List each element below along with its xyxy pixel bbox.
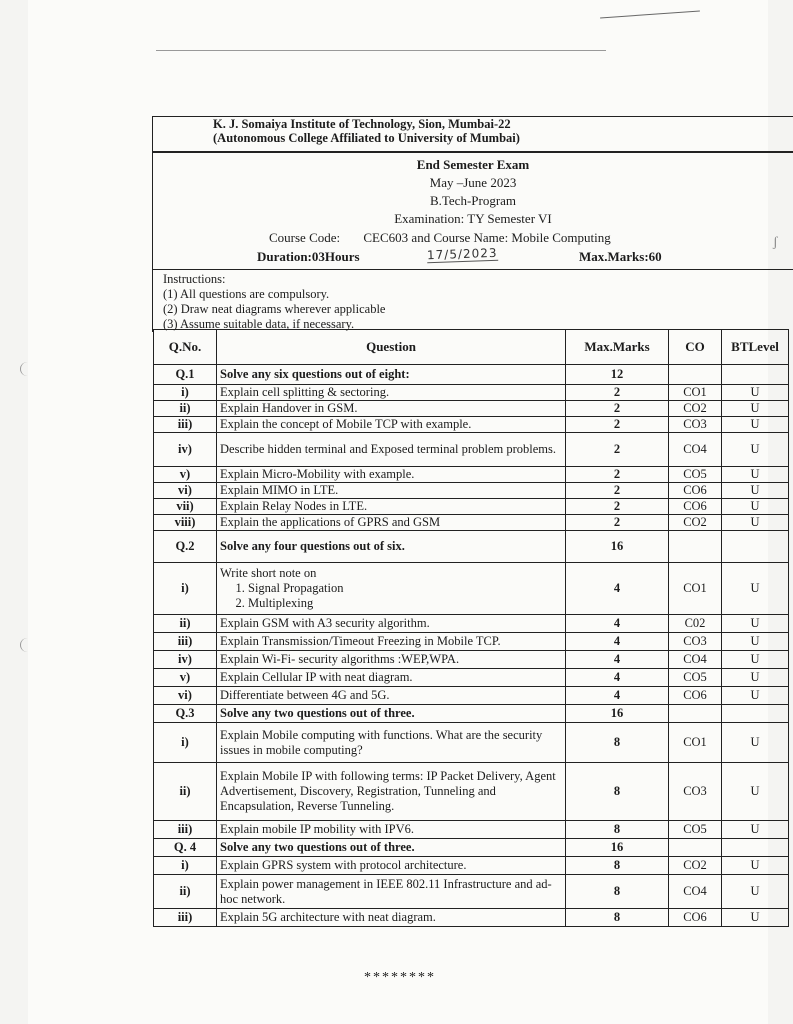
question-text: Explain the applications of GPRS and GSM xyxy=(217,515,566,531)
question-intro: Write short note on xyxy=(220,566,317,580)
question-text: Explain MIMO in LTE. xyxy=(217,483,566,499)
question-number: i) xyxy=(154,857,217,875)
course-outcome: CO4 xyxy=(669,433,722,467)
question-number: iii) xyxy=(154,417,217,433)
scan-mark-line xyxy=(156,50,606,51)
question-marks: 16 xyxy=(566,705,669,723)
bt-level xyxy=(722,839,789,857)
exam-program: B.Tech-Program xyxy=(429,193,517,208)
question-row xyxy=(154,909,789,927)
question-number: v) xyxy=(154,669,217,687)
institute-affiliation: (Autonomous College Affiliated to University of Mumbai) xyxy=(213,131,520,145)
question-text: Solve any two questions out of three. xyxy=(217,839,566,857)
question-number: iv) xyxy=(154,433,217,467)
course-line xyxy=(269,230,611,246)
question-sub-list xyxy=(220,581,562,611)
question-number: v) xyxy=(154,467,217,483)
handwritten-date: 17/5/2023 xyxy=(426,245,498,263)
header-qno: Q.No. xyxy=(154,330,217,365)
question-row xyxy=(154,385,789,401)
question-text: Explain Mobile IP with following terms: IP Packet Delivery, Agent Advertisement, Discovery, Registration, Tunneling and Encapsulation, Reverse Tunneling. xyxy=(217,763,566,821)
instruction-item: (1) All questions are compulsory. xyxy=(163,287,330,301)
institute-name: K. J. Somaiya Institute of Technology, Sion, Mumbai-22 xyxy=(213,117,511,131)
section-row xyxy=(154,839,789,857)
question-row xyxy=(154,401,789,417)
question-text: Explain Relay Nodes in LTE. xyxy=(217,499,566,515)
instruction-item: (2) Draw neat diagrams wherever applicable xyxy=(163,302,386,316)
question-text: Explain cell splitting & sectoring. xyxy=(217,385,566,401)
bt-level: U xyxy=(722,499,789,515)
question-text: Explain GPRS system with protocol architecture. xyxy=(217,857,566,875)
section-row xyxy=(154,531,789,563)
course-outcome: CO3 xyxy=(669,763,722,821)
question-row xyxy=(154,651,789,669)
question-row xyxy=(154,633,789,651)
question-marks: 2 xyxy=(566,515,669,531)
course-outcome: CO2 xyxy=(669,515,722,531)
bt-level: U xyxy=(722,723,789,763)
bt-level xyxy=(722,531,789,563)
table-header-row xyxy=(154,330,789,365)
question-number: iii) xyxy=(154,633,217,651)
question-marks: 4 xyxy=(566,615,669,633)
exam-semester: Examination: TY Semester VI xyxy=(394,211,552,226)
bt-level: U xyxy=(722,651,789,669)
question-number: iv) xyxy=(154,651,217,669)
scan-mark-line xyxy=(600,11,700,19)
question-number: ii) xyxy=(154,401,217,417)
question-marks: 16 xyxy=(566,531,669,563)
question-table xyxy=(153,329,789,927)
question-marks: 8 xyxy=(566,909,669,927)
question-number: i) xyxy=(154,723,217,763)
exam-paper-page xyxy=(28,0,779,1024)
exam-duration: Duration:03Hours xyxy=(257,249,360,264)
header-bt-level: BTLevel xyxy=(722,330,789,365)
question-row xyxy=(154,821,789,839)
question-text: Explain Handover in GSM. xyxy=(217,401,566,417)
bt-level: U xyxy=(722,483,789,499)
question-marks: 8 xyxy=(566,763,669,821)
question-marks: 4 xyxy=(566,633,669,651)
bt-level: U xyxy=(722,563,789,615)
pen-mark: ʃ xyxy=(773,235,778,250)
course-outcome: CO6 xyxy=(669,483,722,499)
course-outcome: CO5 xyxy=(669,669,722,687)
bt-level: U xyxy=(722,467,789,483)
question-number: ii) xyxy=(154,763,217,821)
question-sub-item: 1. Signal Propagation xyxy=(248,581,562,596)
question-marks: 2 xyxy=(566,483,669,499)
question-row xyxy=(154,433,789,467)
question-number: vi) xyxy=(154,687,217,705)
header-question: Question xyxy=(217,330,566,365)
institute-header xyxy=(153,117,793,153)
course-outcome: CO6 xyxy=(669,909,722,927)
exam-title: End Semester Exam xyxy=(416,157,530,172)
question-row xyxy=(154,563,789,615)
bt-level: U xyxy=(722,401,789,417)
question-text: Differentiate between 4G and 5G. xyxy=(217,687,566,705)
end-of-paper-stars: ******** xyxy=(364,970,436,985)
question-marks: 2 xyxy=(566,385,669,401)
question-row xyxy=(154,875,789,909)
course-outcome: CO6 xyxy=(669,687,722,705)
question-number: viii) xyxy=(154,515,217,531)
course-code-label: Course Code: xyxy=(269,230,341,245)
question-text: Explain Transmission/Timeout Freezing in Mobile TCP. xyxy=(217,633,566,651)
course-outcome xyxy=(669,705,722,723)
header-max-marks: Max.Marks xyxy=(566,330,669,365)
course-outcome: CO2 xyxy=(669,857,722,875)
question-text: Explain mobile IP mobility with IPV6. xyxy=(217,821,566,839)
section-row xyxy=(154,365,789,385)
question-text: Explain Wi-Fi- security algorithms :WEP,WPA. xyxy=(217,651,566,669)
question-text: Solve any four questions out of six. xyxy=(217,531,566,563)
question-row xyxy=(154,483,789,499)
bt-level: U xyxy=(722,669,789,687)
bt-level xyxy=(722,365,789,385)
course-outcome: CO1 xyxy=(669,723,722,763)
question-row xyxy=(154,515,789,531)
course-outcome: CO5 xyxy=(669,467,722,483)
course-outcome: CO3 xyxy=(669,417,722,433)
question-row xyxy=(154,499,789,515)
question-number: i) xyxy=(154,563,217,615)
question-number: vii) xyxy=(154,499,217,515)
question-sub-item: 2. Multiplexing xyxy=(248,596,562,611)
bt-level: U xyxy=(722,385,789,401)
exam-session: May –June 2023 xyxy=(429,175,517,190)
course-code-value: CEC603 and Course Name: Mobile Computing xyxy=(363,230,611,245)
bt-level: U xyxy=(722,763,789,821)
question-text: Explain Cellular IP with neat diagram. xyxy=(217,669,566,687)
bt-level: U xyxy=(722,875,789,909)
question-text: Solve any two questions out of three. xyxy=(217,705,566,723)
question-text: Explain Micro-Mobility with example. xyxy=(217,467,566,483)
question-text: Explain 5G architecture with neat diagram. xyxy=(217,909,566,927)
course-outcome xyxy=(669,531,722,563)
header-co: CO xyxy=(669,330,722,365)
course-outcome: CO5 xyxy=(669,821,722,839)
question-row xyxy=(154,687,789,705)
question-text: Solve any six questions out of eight: xyxy=(217,365,566,385)
course-outcome: CO2 xyxy=(669,401,722,417)
bt-level: U xyxy=(722,615,789,633)
course-outcome: CO4 xyxy=(669,875,722,909)
bt-level: U xyxy=(722,633,789,651)
bt-level: U xyxy=(722,821,789,839)
course-outcome: C02 xyxy=(669,615,722,633)
section-row xyxy=(154,705,789,723)
course-outcome: CO4 xyxy=(669,651,722,669)
punch-hole-mark xyxy=(20,638,35,652)
question-marks: 8 xyxy=(566,875,669,909)
question-number: iii) xyxy=(154,909,217,927)
bt-level: U xyxy=(722,417,789,433)
instructions-block xyxy=(153,270,793,332)
question-text xyxy=(217,563,566,615)
bt-level: U xyxy=(722,687,789,705)
bt-level: U xyxy=(722,909,789,927)
question-marks: 8 xyxy=(566,821,669,839)
course-outcome: CO1 xyxy=(669,563,722,615)
question-marks: 2 xyxy=(566,433,669,467)
question-number: Q.2 xyxy=(154,531,217,563)
question-marks: 2 xyxy=(566,401,669,417)
question-row xyxy=(154,417,789,433)
course-outcome: CO3 xyxy=(669,633,722,651)
question-row xyxy=(154,467,789,483)
question-row xyxy=(154,857,789,875)
question-row xyxy=(154,615,789,633)
question-row xyxy=(154,669,789,687)
course-outcome xyxy=(669,365,722,385)
bt-level: U xyxy=(722,433,789,467)
question-number: ii) xyxy=(154,615,217,633)
question-marks: 4 xyxy=(566,669,669,687)
question-text: Explain GSM with A3 security algorithm. xyxy=(217,615,566,633)
question-marks: 12 xyxy=(566,365,669,385)
question-marks: 2 xyxy=(566,467,669,483)
exam-max-marks: Max.Marks:60 xyxy=(579,249,662,264)
bt-level: U xyxy=(722,515,789,531)
course-outcome: CO1 xyxy=(669,385,722,401)
bt-level: U xyxy=(722,857,789,875)
question-text: Explain Mobile computing with functions. What are the security issues in mobile computing? xyxy=(217,723,566,763)
punch-hole-mark xyxy=(20,362,35,376)
question-text: Explain the concept of Mobile TCP with example. xyxy=(217,417,566,433)
instruction-item: (3) Assume suitable data, if necessary. xyxy=(163,317,355,331)
question-row xyxy=(154,723,789,763)
exam-sheet xyxy=(152,116,793,924)
question-number: i) xyxy=(154,385,217,401)
question-text: Describe hidden terminal and Exposed terminal problem problems. xyxy=(217,433,566,467)
question-marks: 2 xyxy=(566,499,669,515)
course-outcome xyxy=(669,839,722,857)
question-marks: 4 xyxy=(566,687,669,705)
course-outcome: CO6 xyxy=(669,499,722,515)
question-number: vi) xyxy=(154,483,217,499)
question-number: ii) xyxy=(154,875,217,909)
question-marks: 2 xyxy=(566,417,669,433)
instructions-heading: Instructions: xyxy=(163,272,226,286)
question-number: iii) xyxy=(154,821,217,839)
question-marks: 4 xyxy=(566,563,669,615)
question-number: Q. 4 xyxy=(154,839,217,857)
exam-details xyxy=(153,153,793,270)
question-marks: 8 xyxy=(566,723,669,763)
question-text: Explain power management in IEEE 802.11 Infrastructure and ad-hoc network. xyxy=(217,875,566,909)
question-number: Q.1 xyxy=(154,365,217,385)
question-row xyxy=(154,763,789,821)
question-number: Q.3 xyxy=(154,705,217,723)
question-marks: 16 xyxy=(566,839,669,857)
bt-level xyxy=(722,705,789,723)
question-marks: 8 xyxy=(566,857,669,875)
question-marks: 4 xyxy=(566,651,669,669)
